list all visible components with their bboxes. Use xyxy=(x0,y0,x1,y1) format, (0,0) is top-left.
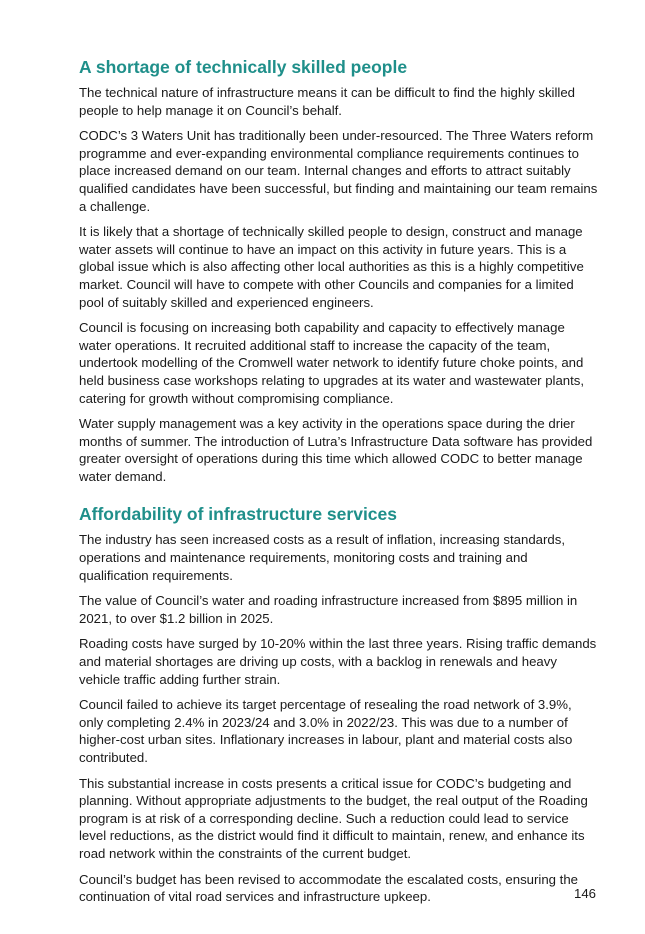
paragraph: It is likely that a shortage of technically skilled people to design, construct and manage water assets will continue to have an impact on this activity in future years. This is a global issue which is also affecting other local authorities as this is a highly competitive market. Council will have to compete with other Councils and companies for a limited pool of suitably skilled and experienced engineers. xyxy=(79,224,584,310)
paragraph: Council is focusing on increasing both capability and capacity to effectively manage water operations. It recruited additional staff to increase the capacity of the team, undertook modelling of the Cromwell water network to identify future choke points, and held business case workshops relating to upgrades at its water and wastewater plants, catering for growth without compromising compliance. xyxy=(79,320,585,406)
document-page xyxy=(79,56,599,924)
section-technical-skills xyxy=(79,56,599,485)
section-affordability xyxy=(79,503,599,905)
section-heading: A shortage of technically skilled people xyxy=(79,57,408,77)
paragraph: Water supply management was a key activity in the operations space during the drier months of summer. The introduction of Lutra’s Infrastructure Data software has provided greater oversight of operations during this time which allowed CODC to better manage water demand. xyxy=(79,416,593,484)
paragraph: This substantial increase in costs presents a critical issue for CODC’s budgeting and planning. Without appropriate adjustments to the budget, the real output of the Roading program is at risk of a corresponding decline. Such a reduction could lead to service level reductions, as the district would find it difficult to maintain, renew, and enhance its road network within the constraints of the current budget. xyxy=(79,775,588,861)
paragraph: Council failed to achieve its target percentage of resealing the road network of 3.9%, only completing 2.4% in 2023/24 and 3.0% in 2022/23. This was due to a number of higher-cost urban sites. Inflationary increases in labour, plant and material costs also contributed. xyxy=(79,697,573,765)
paragraph: Council’s budget has been revised to accommodate the escalated costs, ensuring the continuation of vital road services and infrastructure upkeep. xyxy=(79,871,578,905)
section-heading: Affordability of infrastructure services xyxy=(79,504,397,525)
paragraph: Roading costs have surged by 10-20% within the last three years. Rising traffic demands and material shortages are driving up costs, with a backlog in renewals and heavy vehicle traffic adding further strain. xyxy=(79,636,597,687)
paragraph: The value of Council’s water and roading infrastructure increased from $895 million in 2021, to over $1.2 billion in 2025. xyxy=(79,593,578,626)
page-number: 146 xyxy=(573,886,596,901)
paragraph: The technical nature of infrastructure means it can be difficult to find the highly skilled people to help manage it on Council’s behalf. xyxy=(79,85,576,118)
paragraph: The industry has seen increased costs as a result of inflation, increasing standards, operations and maintenance requirements, monitoring costs and training and qualification requirements. xyxy=(79,532,565,583)
paragraph: CODC’s 3 Waters Unit has traditionally been under-resourced. The Three Waters reform programme and ever-expanding environmental compliance requirements continues to place increased demand on our team. Internal changes and efforts to attract suitably qualified candidates have been successful, but finding and maintaining our team remains a challenge. xyxy=(79,128,598,214)
